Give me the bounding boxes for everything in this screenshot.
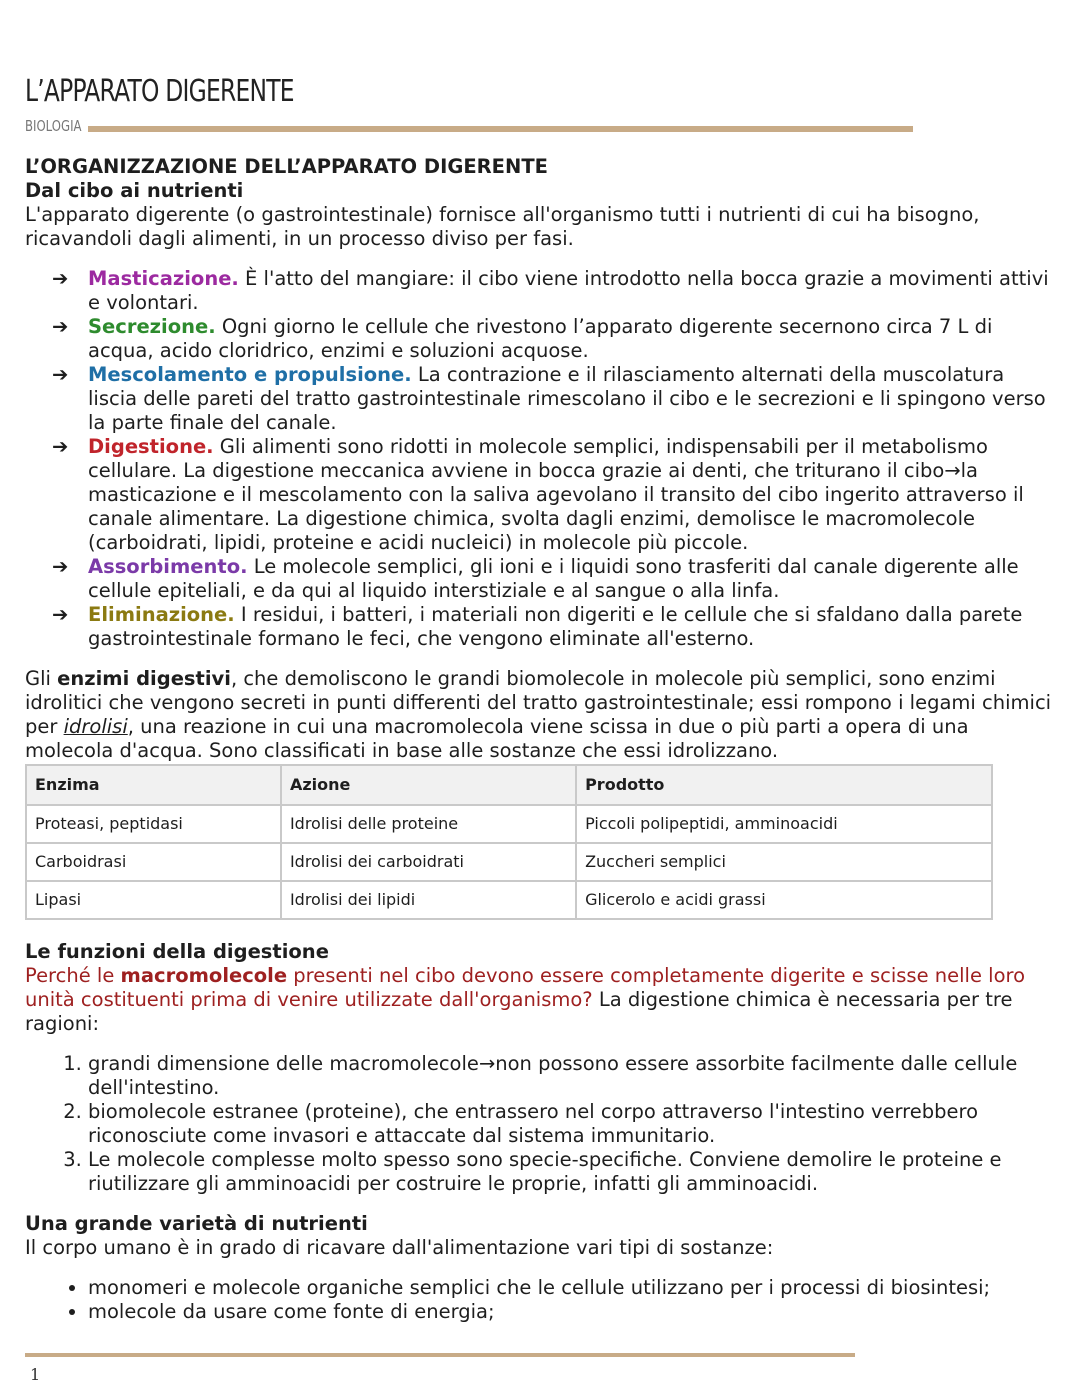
phase-term: Mescolamento e propulsione.: [88, 363, 412, 386]
phases-list: [25, 267, 1055, 651]
subheading-dal-cibo: Dal cibo ai nutrienti: [25, 179, 244, 202]
table-cell: Proteasi, peptidasi: [26, 805, 281, 843]
enzymes-paragraph: [25, 667, 1055, 763]
macromolecole-term: macromolecole: [120, 964, 288, 987]
reasons-list: [25, 1052, 1055, 1196]
table-row: [26, 843, 992, 881]
section-heading: L’ORGANIZZAZIONE DELL’APPARATO DIGERENTE: [25, 155, 548, 178]
table-cell: Piccoli polipeptidi, amminoacidi: [576, 805, 992, 843]
phase-term: Eliminazione.: [88, 603, 235, 626]
table-row: [26, 881, 992, 919]
table-cell: Carboidrasi: [26, 843, 281, 881]
column-header: Prodotto: [576, 765, 992, 805]
phase-term: Digestione.: [88, 435, 214, 458]
text-run: Perché le: [25, 964, 121, 987]
list-item: [52, 555, 1055, 603]
list-item: 1. grandi dimensione delle macromolecole→non possono essere assorbite facilmente dalle cellule dell'intestino.: [88, 1052, 1055, 1100]
phase-text: Gli alimenti sono ridotti in molecole semplici, indispensabili per il metabolismo cellulare. La digestione meccanica avviene in bocca grazie ai denti, che triturano il cibo→la masticazione e il mescolamento con la saliva agevolano il transito del cibo ingerito attraverso il canale alimentare. La digestione chimica, svolta dagli enzimi, demolisce le macromolecole (carboidrati, lipidi, proteine e acidi nucleici) in molecole più piccole.: [88, 435, 1024, 554]
list-item: • molecole da usare come fonte di energia;: [88, 1300, 1055, 1324]
list-item: [52, 435, 1055, 555]
table-cell: Idrolisi dei lipidi: [281, 881, 576, 919]
list-item: [52, 603, 1055, 651]
arrow-icon: ➔: [52, 267, 69, 290]
phase-term: Assorbimento.: [88, 555, 248, 578]
phase-text: Le molecole semplici, gli ioni e i liquidi sono trasferiti dal canale digerente alle cellule epiteliali, e da qui al liquido interstiziale e al sangue o alla linfa.: [88, 555, 1019, 602]
text-run: presenti nel cibo devono essere completamente digerite e scisse nelle loro unità costituenti prima di venire utilizzate dall'organismo?: [25, 964, 1026, 1011]
table-row: [26, 805, 992, 843]
arrow-icon: ➔: [52, 603, 69, 626]
document-title: L’APPARATO DIGERENTE: [25, 74, 294, 109]
table-cell: Idrolisi dei carboidrati: [281, 843, 576, 881]
table-cell: Idrolisi delle proteine: [281, 805, 576, 843]
table-cell: Lipasi: [26, 881, 281, 919]
phase-term: Masticazione.: [88, 267, 239, 290]
subject-label: BIOLOGIA: [25, 117, 82, 135]
list-item: [52, 363, 1055, 435]
text-run: Gli: [25, 667, 58, 690]
text-run: La digestione chimica è necessaria per tre ragioni:: [25, 988, 1013, 1035]
enzymes-term: enzimi digestivi: [57, 667, 231, 690]
phase-text: La contrazione e il rilasciamento alternati della muscolatura liscia delle pareti del tratto gastrointestinale rimescolano il cibo e le secrezioni e li spingono verso la parte finale del canale.: [88, 363, 1046, 434]
column-header: Enzima: [26, 765, 281, 805]
text-run: , che demoliscono le grandi biomolecole in molecole più semplici, sono enzimi idrolitici che vengono secreti in punti differenti del tratto gastrointestinale; essi rompono i legami chimici per: [25, 667, 1052, 738]
list-item: 3. Le molecole complesse molto spesso sono specie-specifiche. Conviene demolire le proteine e riutilizzare gli amminoacidi per costruire le proprie, infatti gli amminoacidi.: [88, 1148, 1055, 1196]
list-item: 2. biomolecole estranee (proteine), che entrassero nel corpo attraverso l'intestino verrebbero riconosciute come invasori e attaccate dal sistema immunitario.: [88, 1100, 1055, 1148]
table-header-row: [26, 765, 992, 805]
page-number: 1: [30, 1365, 41, 1384]
list-item: [52, 267, 1055, 315]
hydrolysis-term: idrolisi: [63, 715, 128, 738]
subheading-funzioni: Le funzioni della digestione: [25, 940, 329, 963]
list-item: • monomeri e molecole organiche semplici che le cellule utilizzano per i processi di biosintesi;: [88, 1276, 1055, 1300]
table-cell: Zuccheri semplici: [576, 843, 992, 881]
list-item: [52, 315, 1055, 363]
table-cell: Glicerolo e acidi grassi: [576, 881, 992, 919]
subject-row: [25, 117, 915, 135]
enzymes-table: [25, 764, 993, 920]
arrow-icon: ➔: [52, 315, 69, 338]
nutrients-list: [25, 1276, 1055, 1324]
phase-text: I residui, i batteri, i materiali non digeriti e le cellule che si sfaldano dalla parete gastrointestinale formano le feci, che vengono eliminate all'esterno.: [88, 603, 1023, 650]
arrow-icon: ➔: [52, 555, 69, 578]
text-run: , una reazione in cui una macromolecola viene scissa in due o più parti a opera di una molecola d'acqua. Sono classificati in base alle sostanze che essi idrolizzano.: [25, 715, 969, 762]
footer-divider: [25, 1353, 855, 1357]
question-paragraph: [25, 964, 1055, 1036]
phase-text: Ogni giorno le cellule che rivestono l’apparato digerente secernono circa 7 L di acqua, acido cloridrico, enzimi e soluzioni acquose.: [88, 315, 993, 362]
subject-divider: [88, 126, 913, 132]
phase-term: Secrezione.: [88, 315, 216, 338]
document-body: [25, 155, 1055, 1324]
arrow-icon: ➔: [52, 435, 69, 458]
phase-text: È l'atto del mangiare: il cibo viene introdotto nella bocca grazie a movimenti attivi e volontari.: [88, 267, 1049, 314]
subheading-varieta: Una grande varietà di nutrienti: [25, 1212, 368, 1235]
intro-paragraph: L'apparato digerente (o gastrointestinale) fornisce all'organismo tutti i nutrienti di cui ha bisogno, ricavandoli dagli alimenti, in un processo diviso per fasi.: [25, 203, 980, 250]
nutrients-intro: Il corpo umano è in grado di ricavare dall'alimentazione vari tipi di sostanze:: [25, 1236, 774, 1259]
arrow-icon: ➔: [52, 363, 69, 386]
column-header: Azione: [281, 765, 576, 805]
